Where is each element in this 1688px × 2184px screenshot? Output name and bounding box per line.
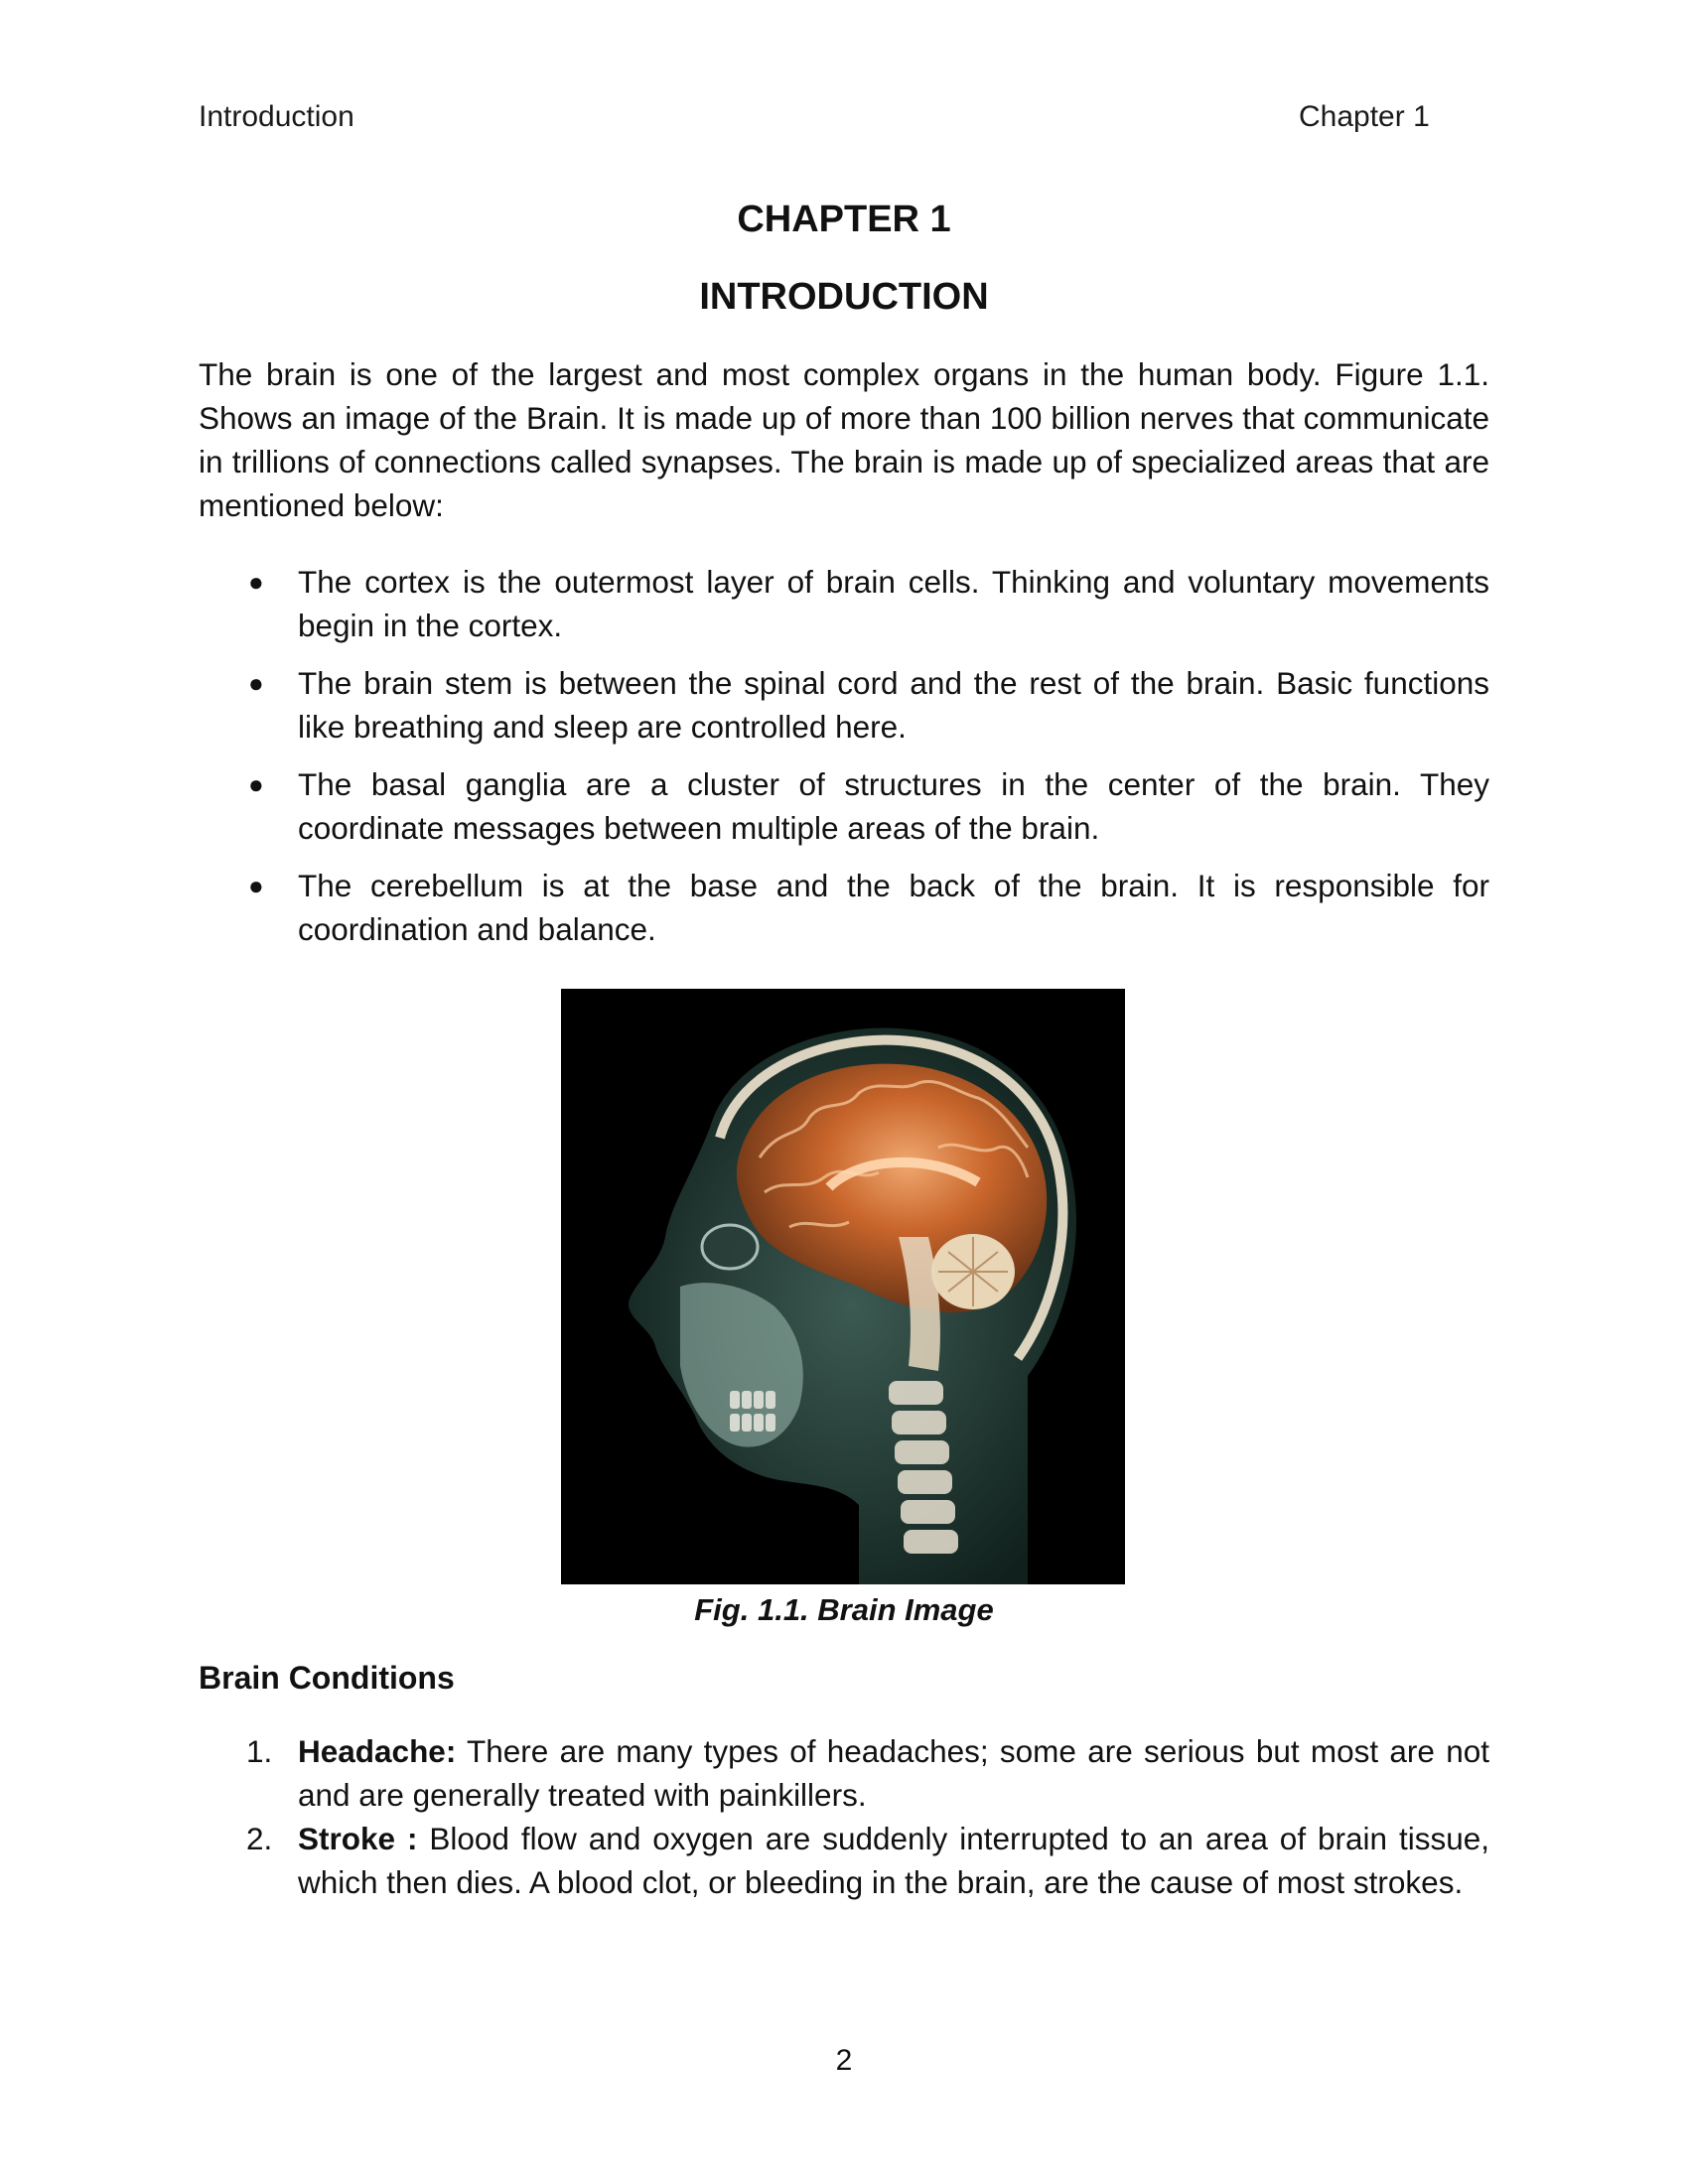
list-number: 1. [246,1733,273,1769]
chapter-title: CHAPTER 1 [737,199,951,240]
list-item [199,661,1489,749]
bullet-icon: ● [248,567,264,597]
list-item-text: The cerebellum is at the base and the back of the brain. It is responsible for coordination and balance. [298,868,1489,947]
figure-caption: Fig. 1.1. Brain Image [694,1592,994,1627]
chapter-subtitle: INTRODUCTION [699,276,989,318]
intro-paragraph: The brain is one of the largest and most complex organs in the human body. Figure 1.1. Shows an image of the Brain. It is made up of more than 100 billion nerves that communicate in trillions of connections called synapses. The brain is made up of specialized areas that are mentioned below: [199,356,1489,523]
bullet-icon: ● [248,769,264,799]
conditions-list [199,1729,1489,1904]
section-heading: Brain Conditions [199,1660,455,1696]
brain-areas-list [199,560,1489,965]
running-header-left: Introduction [199,100,354,133]
list-item [199,1729,1489,1817]
brain-scan-image [561,989,1125,1584]
condition-term: Headache: [298,1733,457,1769]
list-item [199,864,1489,951]
condition-term: Stroke : [298,1821,418,1856]
list-item [199,762,1489,850]
list-number: 2. [246,1821,273,1856]
list-item [199,560,1489,647]
condition-description: Blood flow and oxygen are suddenly interrupted to an area of brain tissue, which then dies. A blood clot, or bleeding in the brain, are the cause of most strokes. [298,1821,1489,1900]
list-item-text: The basal ganglia are a cluster of structures in the center of the brain. They coordinate messages between multiple areas of the brain. [298,766,1489,846]
bullet-icon: ● [248,668,264,698]
page-number: 2 [835,2044,853,2077]
list-item [199,1817,1489,1904]
list-item-text: The cortex is the outermost layer of brain cells. Thinking and voluntary movements begin in the cortex. [298,564,1489,643]
list-item-text: The brain stem is between the spinal cord and the rest of the brain. Basic functions like breathing and sleep are controlled here. [298,665,1489,745]
bullet-icon: ● [248,871,264,900]
running-header-right: Chapter 1 [1299,100,1430,133]
condition-description: There are many types of headaches; some are serious but most are not and are generally treated with painkillers. [298,1733,1489,1813]
